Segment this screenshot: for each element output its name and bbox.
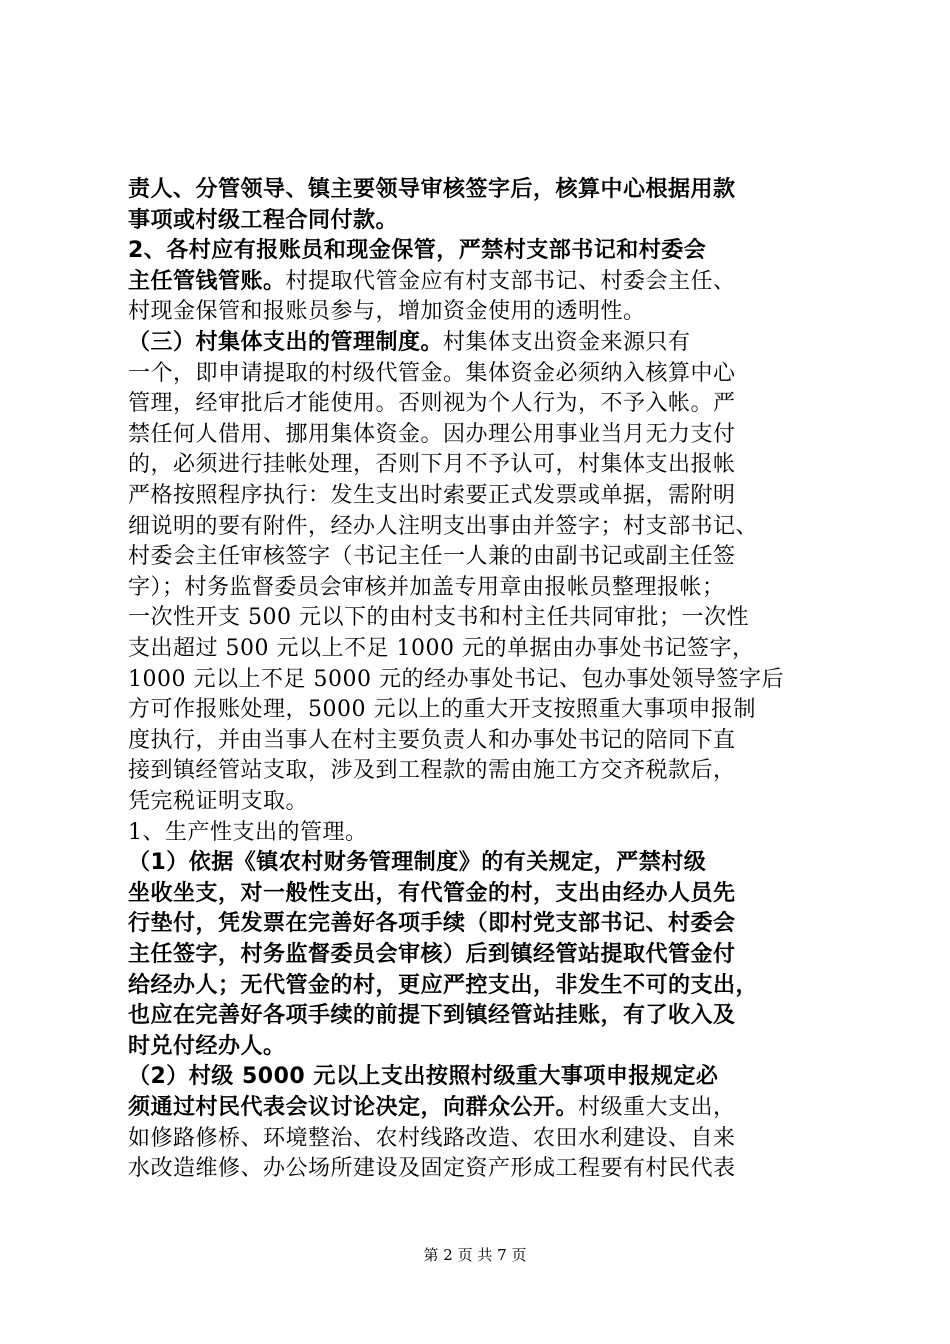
- text-line: [128, 1061, 848, 1092]
- text-segment: 主任签字，村务监督委员会审核）后到镇经管站提取代管金付: [128, 942, 736, 967]
- text-line: [128, 602, 848, 633]
- text-segment: 支出超过 500 元以上不足 1000 元的单据由办事处书记签字，: [128, 636, 755, 661]
- text-line: [128, 694, 848, 725]
- text-segment: 村集体支出资金来源只有: [443, 330, 691, 355]
- text-line: [128, 266, 848, 297]
- text-line: [128, 480, 848, 511]
- text-line: [128, 541, 848, 572]
- text-segment: 水改造维修、办公场所建设及固定资产形成工程要有村民代表: [128, 1156, 736, 1182]
- text-segment: 村提取代管金应有村支部书记、村委会主任、: [285, 268, 736, 294]
- text-line: [128, 205, 848, 236]
- text-line: [128, 235, 848, 266]
- text-line: [128, 296, 848, 327]
- text-line: [128, 1031, 848, 1062]
- text-segment: 村级重大支出，: [578, 1095, 736, 1120]
- text-segment: 事项或村级工程合同付款。: [128, 207, 399, 233]
- text-segment: 也应在完善好各项手续的前提下到镇经管站挂账，有了收入及: [128, 1003, 736, 1029]
- text-segment: 度执行，并由当事人在村主要负责人和办事处书记的陪同下直: [128, 727, 736, 753]
- text-line: [128, 358, 848, 389]
- text-line: [128, 908, 848, 939]
- text-segment: 村委会主任审核签字（书记主任一人兼的由副书记或副主任签: [128, 544, 736, 570]
- text-segment: 责人、分管领导、镇主要领导审核签字后，核算中心根据用款: [128, 177, 736, 202]
- text-segment: 如修路修桥、环境整治、农村线路改造、农田水利建设、自来: [128, 1125, 736, 1151]
- text-segment: （1）依据《镇农村财务管理制度》的有关规定，严禁村级: [128, 850, 707, 876]
- text-line: [128, 817, 848, 848]
- text-segment: 细说明的要有附件，经办人注明支出事由并签字；村支部书记、: [128, 513, 759, 539]
- text-line: [128, 878, 848, 909]
- text-segment: 严格按照程序执行：发生支出时索要正式发票或单据，需附明: [128, 483, 736, 508]
- text-line: [128, 970, 848, 1001]
- text-segment: 时兑付经办人。: [128, 1033, 286, 1059]
- text-line: [128, 755, 848, 786]
- text-segment: 1、生产性支出的管理。: [128, 819, 368, 845]
- text-line: [128, 511, 848, 542]
- text-segment: 村现金保管和报账员参与，增加资金使用的透明性。: [128, 299, 646, 325]
- text-segment: 行垫付，凭发票在完善好各项手续（即村党支部书记、村委会: [128, 911, 736, 937]
- text-segment: 凭完税证明支取。: [128, 789, 309, 814]
- text-segment: 给经办人；无代管金的村，更应严控支出，非发生不可的支出，: [128, 972, 759, 998]
- text-line: [128, 664, 848, 695]
- text-line: [128, 572, 848, 603]
- text-segment: 管理，经审批后才能使用。否则视为个人行为，不予入帐。严: [128, 391, 736, 417]
- text-segment: 1000 元以上不足 5000 元的经办事处书记、包办事处领导签字后: [128, 666, 784, 692]
- text-line: [128, 633, 848, 664]
- text-segment: （2）村级 5000 元以上支出按照村级重大事项申报规定必: [128, 1064, 719, 1090]
- text-line: [128, 939, 848, 970]
- text-line: [128, 327, 848, 358]
- text-segment: （三）村集体支出的管理制度。: [128, 330, 444, 355]
- text-line: [128, 449, 848, 480]
- text-line: [128, 174, 848, 205]
- text-segment: 的，必须进行挂帐处理，否则下月不予认可，村集体支出报帐: [128, 452, 736, 478]
- text-segment: 一次性开支 500 元以下的由村支书和村主任共同审批；一次性: [128, 605, 749, 631]
- text-line: [128, 1092, 848, 1123]
- text-segment: 接到镇经管站支取，涉及到工程款的需由施工方交齐税款后，: [128, 758, 736, 784]
- page-footer: 第 2 页 共 7 页: [423, 1246, 527, 1264]
- text-line: [128, 419, 848, 450]
- text-line: [128, 725, 848, 756]
- text-segment: 2、各村应有报账员和现金保管，严禁村支部书记和村委会: [128, 238, 707, 264]
- text-segment: 坐收坐支，对一般性支出，有代管金的村，支出由经办人员先: [128, 880, 736, 906]
- text-line: [128, 388, 848, 419]
- text-line: [128, 1123, 848, 1154]
- text-line: [128, 1000, 848, 1031]
- text-line: [128, 786, 848, 817]
- text-segment: 字）；村务监督委员会审核并加盖专用章由报帐员整理报帐；: [128, 574, 725, 600]
- text-segment: 须通过村民代表会议讨论决定，向群众公开。: [128, 1095, 579, 1120]
- text-segment: 方可作报账处理，5000 元以上的重大开支按照重大事项申报制: [128, 697, 756, 723]
- text-line: [128, 847, 848, 878]
- text-segment: 主任管钱管账。: [128, 268, 286, 294]
- text-segment: 禁任何人借用、挪用集体资金。因办理公用事业当月无力支付: [128, 421, 736, 447]
- text-segment: 一个，即申请提取的村级代管金。集体资金必须纳入核算中心: [128, 360, 736, 386]
- text-line: [128, 1153, 848, 1184]
